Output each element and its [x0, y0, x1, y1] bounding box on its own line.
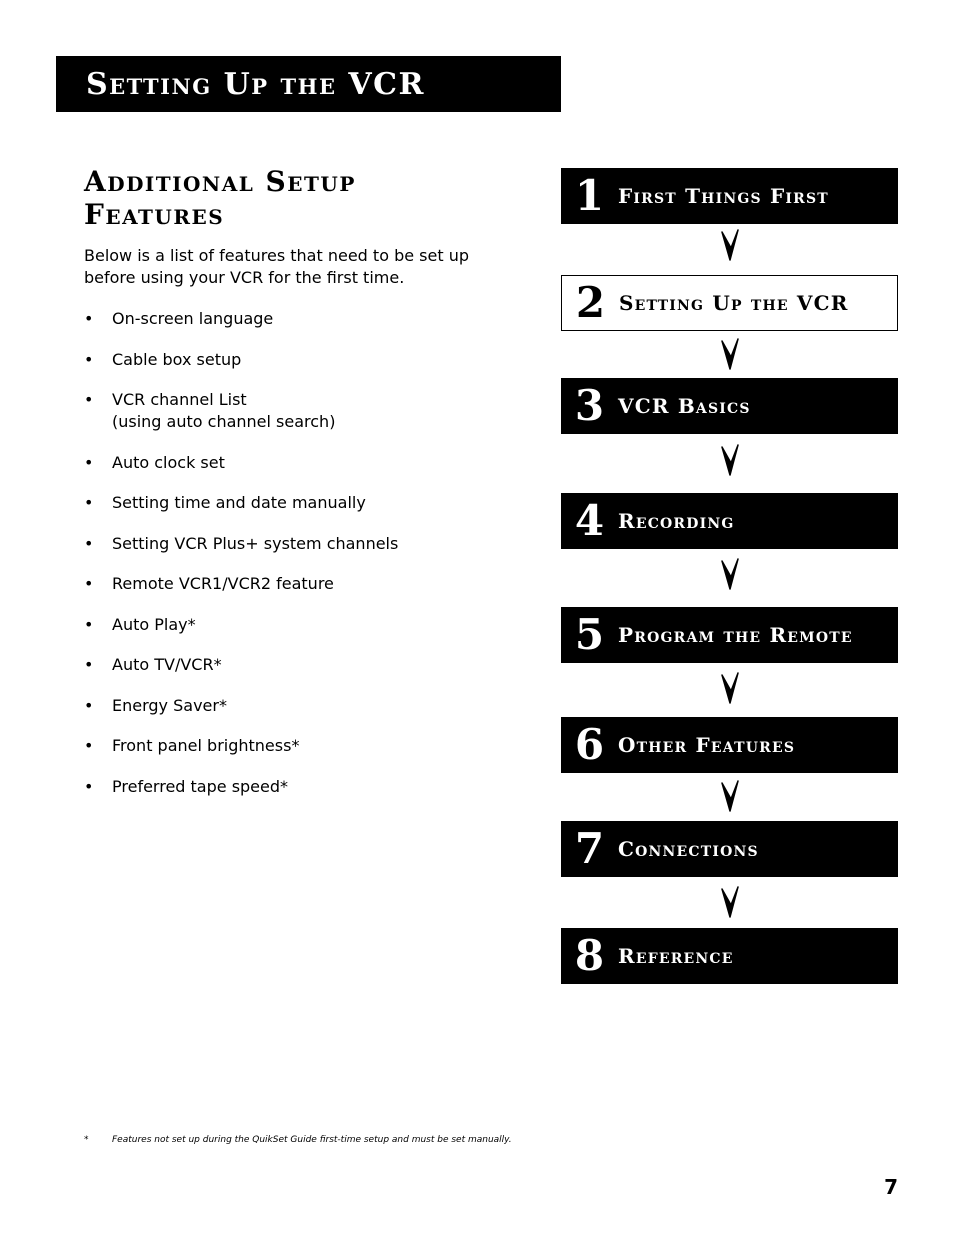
chapter-header-bar — [56, 56, 561, 112]
chapter-step-1 — [561, 168, 898, 224]
bullet-icon: • — [84, 493, 94, 512]
feature-item-text: Remote VCR1/VCR2 feature — [112, 574, 334, 593]
step-label: Other Features — [618, 733, 796, 757]
feature-item — [84, 389, 524, 433]
down-arrow-icon — [720, 555, 740, 593]
feature-item — [84, 308, 524, 330]
page-number: 7 — [884, 1175, 898, 1199]
chapter-step-8 — [561, 928, 898, 984]
section-title: Additional Setup Features — [84, 165, 356, 231]
feature-item-text: Energy Saver* — [112, 695, 227, 715]
bullet-icon: • — [84, 614, 94, 634]
step-number: 3 — [574, 381, 605, 430]
bullet-icon: • — [84, 736, 94, 755]
feature-item — [84, 452, 524, 474]
bullet-icon: • — [84, 309, 94, 328]
down-arrow-icon — [720, 777, 740, 815]
feature-item-text: VCR channel List — [112, 390, 247, 409]
step-number: 7 — [574, 824, 605, 873]
step-label: Recording — [618, 509, 735, 533]
chapter-step-2 — [561, 275, 898, 331]
chapter-step-3 — [561, 378, 898, 434]
chapter-step-6 — [561, 717, 898, 773]
footnote-mark: * — [84, 1135, 89, 1145]
bullet-icon: • — [84, 695, 94, 715]
step-label: Setting Up the VCR — [619, 291, 849, 315]
chapter-step-4 — [561, 493, 898, 549]
step-number: 2 — [575, 278, 606, 327]
step-number: 1 — [574, 171, 605, 220]
feature-item — [84, 735, 524, 757]
feature-item-text: (using auto channel search) — [112, 412, 336, 431]
step-label: First Things First — [618, 184, 829, 208]
step-label: VCR Basics — [618, 394, 751, 418]
feature-item-text: Cable box setup — [112, 349, 242, 369]
step-number: 4 — [574, 496, 605, 545]
bullet-icon: • — [84, 533, 94, 553]
feature-item — [84, 614, 524, 636]
footnote-text: Features not set up during the QuikSet Guide first-time setup and must be set manually. — [112, 1135, 512, 1145]
down-arrow-icon — [720, 883, 740, 921]
step-label: Program the Remote — [618, 623, 853, 647]
feature-item — [84, 654, 524, 676]
down-arrow-icon — [720, 669, 740, 707]
feature-item-text: Front panel brightness* — [112, 736, 300, 755]
feature-item-text: On-screen language — [112, 309, 274, 328]
down-arrow-icon — [720, 226, 740, 264]
feature-item-text: Auto clock set — [112, 452, 225, 472]
feature-item-text: Auto Play* — [112, 614, 196, 634]
step-number: 8 — [574, 931, 605, 980]
feature-item — [84, 492, 524, 514]
bullet-icon: • — [84, 390, 94, 409]
bullet-icon: • — [84, 655, 94, 674]
feature-item-text: Setting time and date manually — [112, 493, 366, 512]
down-arrow-icon — [720, 335, 740, 373]
step-label: Reference — [618, 944, 734, 968]
feature-item — [84, 776, 524, 798]
step-label: Connections — [618, 837, 759, 861]
step-number: 5 — [574, 610, 605, 659]
feature-list — [84, 308, 524, 816]
down-arrow-icon — [720, 441, 740, 479]
bullet-icon: • — [84, 574, 94, 593]
chapter-title: Setting Up the VCR — [86, 66, 425, 102]
chapter-step-7 — [561, 821, 898, 877]
feature-item-text: Auto TV/VCR* — [112, 655, 222, 674]
feature-item — [84, 533, 524, 555]
intro-text: Below is a list of features that need to be set up before using your VCR for the first time. — [84, 246, 469, 287]
feature-item — [84, 573, 524, 595]
footnote — [84, 1135, 512, 1145]
bullet-icon: • — [84, 452, 94, 472]
feature-item-text: Preferred tape speed* — [112, 776, 289, 796]
bullet-icon: • — [84, 349, 94, 369]
chapter-step-5 — [561, 607, 898, 663]
feature-item-text: Setting VCR Plus+ system channels — [112, 533, 399, 553]
bullet-icon: • — [84, 776, 94, 796]
feature-item — [84, 695, 524, 717]
feature-item — [84, 349, 524, 371]
step-number: 6 — [574, 720, 605, 769]
